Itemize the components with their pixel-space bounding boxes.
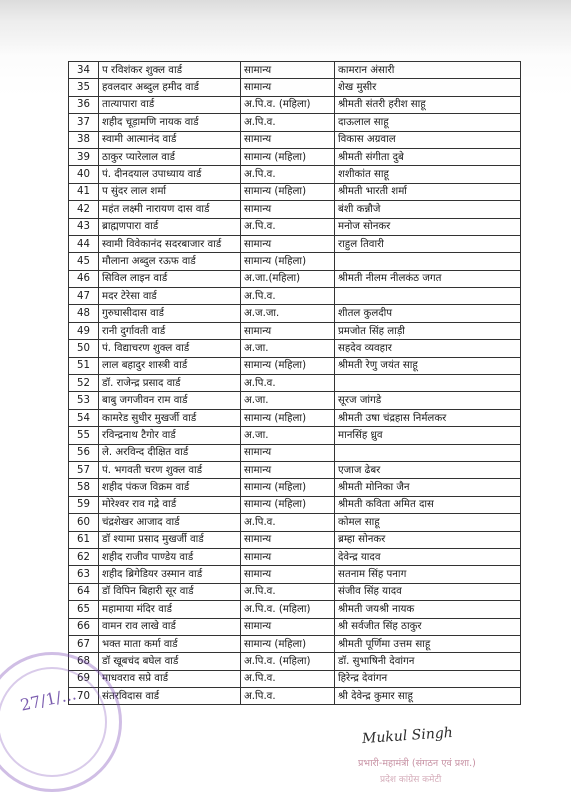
candidate-name: श्रीमती उषा चंद्रहास निर्मलकर xyxy=(335,409,521,426)
ward-number: 63 xyxy=(69,566,99,583)
candidate-name: शीतल कुलदीप xyxy=(335,305,521,322)
ward-name: डॉ. राजेन्द्र प्रसाद वार्ड xyxy=(99,375,241,392)
candidate-name: श्रीमती पूर्णिमा उत्तम साहू xyxy=(335,635,521,652)
candidate-name: श्रीमती मोनिका जैन xyxy=(335,479,521,496)
ward-name: भक्त माता कर्मा वार्ड xyxy=(99,635,241,652)
ward-name: शहीद चूड़ामणि नायक वार्ड xyxy=(99,114,241,131)
table-row xyxy=(69,96,521,113)
ward-name: संतरविदास वार्ड xyxy=(99,688,241,705)
ward-number: 38 xyxy=(69,131,99,148)
ward-name: सिविल लाइन वार्ड xyxy=(99,270,241,287)
candidate-name: दाऊलाल साहू xyxy=(335,114,521,131)
office-stamp-inner-ring xyxy=(0,667,107,777)
table-row xyxy=(69,253,521,270)
candidate-name xyxy=(335,444,521,461)
candidate-name: सतनाम सिंह पनाग xyxy=(335,566,521,583)
reservation-category: सामान्य xyxy=(241,322,335,339)
ward-table-body xyxy=(69,62,521,705)
table-row xyxy=(69,514,521,531)
ward-name: शहीद ब्रिगेडियर उस्मान वार्ड xyxy=(99,566,241,583)
reservation-category: सामान्य xyxy=(241,201,335,218)
table-row xyxy=(69,566,521,583)
ward-name: स्वामी विवेकानंद सदरबाजार वार्ड xyxy=(99,235,241,252)
ward-number: 51 xyxy=(69,357,99,374)
reservation-category: सामान्य (महिला) xyxy=(241,409,335,426)
ward-name: पं. दीनदयाल उपाध्याय वार्ड xyxy=(99,166,241,183)
table-row xyxy=(69,653,521,670)
ward-name: कामरेड सुधीर मुखर्जी वार्ड xyxy=(99,409,241,426)
table-row xyxy=(69,548,521,565)
ward-number: 68 xyxy=(69,653,99,670)
ward-number: 69 xyxy=(69,670,99,687)
reservation-category: सामान्य (महिला) xyxy=(241,496,335,513)
ward-name: वामन राव लाखे वार्ड xyxy=(99,618,241,635)
table-row xyxy=(69,427,521,444)
reservation-category: सामान्य xyxy=(241,618,335,635)
candidate-name: मनोज सोनकर xyxy=(335,218,521,235)
candidate-name xyxy=(335,253,521,270)
table-row xyxy=(69,305,521,322)
reservation-category: अ.जा. xyxy=(241,340,335,357)
candidate-name: मानसिंह ध्रुव xyxy=(335,427,521,444)
ward-number: 67 xyxy=(69,635,99,652)
reservation-category: अ.पि.व. xyxy=(241,114,335,131)
table-row xyxy=(69,166,521,183)
ward-name: शहीद पंकज विक्रम वार्ड xyxy=(99,479,241,496)
ward-name: शहीद राजीव पाण्डेय वार्ड xyxy=(99,548,241,565)
reservation-category: अ.पि.व. xyxy=(241,514,335,531)
reservation-category: सामान्य (महिला) xyxy=(241,183,335,200)
ward-table xyxy=(68,61,521,705)
page-shadow xyxy=(0,0,571,55)
ward-name: मदर टेरेसा वार्ड xyxy=(99,288,241,305)
reservation-category: सामान्य xyxy=(241,548,335,565)
candidate-name: श्री सर्वजीत सिंह ठाकुर xyxy=(335,618,521,635)
table-row xyxy=(69,618,521,635)
candidate-name: श्रीमती कविता अमित दास xyxy=(335,496,521,513)
table-row xyxy=(69,670,521,687)
table-row xyxy=(69,444,521,461)
candidate-name: शेख मुसीर xyxy=(335,79,521,96)
ward-number: 35 xyxy=(69,79,99,96)
table-row xyxy=(69,183,521,200)
table-row xyxy=(69,340,521,357)
reservation-category: अ.पि.व. xyxy=(241,583,335,600)
table-row xyxy=(69,479,521,496)
ward-name: ले. अरविन्द दीक्षित वार्ड xyxy=(99,444,241,461)
table-row xyxy=(69,270,521,287)
table-row xyxy=(69,62,521,79)
ward-name: प सुंदर लाल शर्मा xyxy=(99,183,241,200)
ward-number: 46 xyxy=(69,270,99,287)
ward-number: 58 xyxy=(69,479,99,496)
ward-name: लाल बहादुर शास्त्री वार्ड xyxy=(99,357,241,374)
ward-name: डॉ विपिन बिहारी सूर वार्ड xyxy=(99,583,241,600)
reservation-category: अ.पि.व. (महिला) xyxy=(241,601,335,618)
ward-name: महामाया मंदिर वार्ड xyxy=(99,601,241,618)
seal-organization: प्रदेश कांग्रेस कमेटी xyxy=(380,775,442,785)
candidate-name: हिरेन्द्र देवांगन xyxy=(335,670,521,687)
candidate-name: कोमल साहू xyxy=(335,514,521,531)
ward-number: 36 xyxy=(69,96,99,113)
table-row xyxy=(69,114,521,131)
reservation-category: अ.पि.व. xyxy=(241,288,335,305)
signature: Mukul Singh xyxy=(361,724,454,748)
ward-name: डॉ श्यामा प्रसाद मुखर्जी वार्ड xyxy=(99,531,241,548)
reservation-category: अ.पि.व. xyxy=(241,166,335,183)
ward-number: 61 xyxy=(69,531,99,548)
candidate-name: डॉ. सुभाषिनी देवांगन xyxy=(335,653,521,670)
ward-number: 56 xyxy=(69,444,99,461)
table-row xyxy=(69,583,521,600)
ward-number: 47 xyxy=(69,288,99,305)
candidate-name: ब्रम्हा सोनकर xyxy=(335,531,521,548)
reservation-category: सामान्य (महिला) xyxy=(241,148,335,165)
ward-number: 70 xyxy=(69,688,99,705)
table-row xyxy=(69,218,521,235)
seal-designation: प्रभारी-महामंत्री (संगठन एवं प्रशा.) xyxy=(358,758,476,769)
ward-number: 39 xyxy=(69,148,99,165)
table-row xyxy=(69,688,521,705)
reservation-category: सामान्य xyxy=(241,62,335,79)
ward-number: 40 xyxy=(69,166,99,183)
candidate-name: श्रीमती जयश्री नायक xyxy=(335,601,521,618)
candidate-name: श्रीमती नीलम नीलकंठ जगत xyxy=(335,270,521,287)
ward-number: 57 xyxy=(69,461,99,478)
reservation-category: अ.पि.व. xyxy=(241,688,335,705)
candidate-name xyxy=(335,288,521,305)
table-row xyxy=(69,235,521,252)
candidate-name: सूरज जांगडे xyxy=(335,392,521,409)
candidate-name: राहुल तिवारी xyxy=(335,235,521,252)
ward-number: 45 xyxy=(69,253,99,270)
candidate-name xyxy=(335,375,521,392)
ward-name: स्वामी आत्मानंद वार्ड xyxy=(99,131,241,148)
reservation-category: अ.पि.व. (महिला) xyxy=(241,96,335,113)
ward-number: 54 xyxy=(69,409,99,426)
table-row xyxy=(69,322,521,339)
reservation-category: सामान्य xyxy=(241,79,335,96)
candidate-name: संजीव सिंह यादव xyxy=(335,583,521,600)
table-row xyxy=(69,392,521,409)
reservation-category: सामान्य xyxy=(241,444,335,461)
candidate-name: बंशी कन्नौजे xyxy=(335,201,521,218)
ward-name: गुरुघासीदास वार्ड xyxy=(99,305,241,322)
table-row xyxy=(69,601,521,618)
ward-number: 52 xyxy=(69,375,99,392)
ward-name: चंद्रशेखर आजाद वार्ड xyxy=(99,514,241,531)
table-row xyxy=(69,496,521,513)
ward-number: 65 xyxy=(69,601,99,618)
ward-number: 37 xyxy=(69,114,99,131)
ward-name: बाबु जगजीवन राम वार्ड xyxy=(99,392,241,409)
ward-name: ब्राह्मणपारा वार्ड xyxy=(99,218,241,235)
ward-name: रविन्द्रनाथ टैगोर वार्ड xyxy=(99,427,241,444)
ward-name: हवलदार अब्दुल हमीद वार्ड xyxy=(99,79,241,96)
ward-number: 66 xyxy=(69,618,99,635)
ward-name: पं. भगवती चरण शुक्ल वार्ड xyxy=(99,461,241,478)
candidate-name: एजाज ढेबर xyxy=(335,461,521,478)
ward-number: 34 xyxy=(69,62,99,79)
reservation-category: अ.पि.व. xyxy=(241,375,335,392)
reservation-category: सामान्य xyxy=(241,461,335,478)
reservation-category: सामान्य xyxy=(241,131,335,148)
candidate-name: श्रीमती संतरी हरीश साहू xyxy=(335,96,521,113)
stamp-date: 27/1/... xyxy=(18,684,78,715)
table-row xyxy=(69,288,521,305)
ward-name: ठाकुर प्यारेलाल वार्ड xyxy=(99,148,241,165)
reservation-category: सामान्य (महिला) xyxy=(241,479,335,496)
candidate-name: प्रमजोत सिंह लाड़ी xyxy=(335,322,521,339)
reservation-category: सामान्य xyxy=(241,531,335,548)
ward-name: रानी दुर्गावती वार्ड xyxy=(99,322,241,339)
reservation-category: सामान्य (महिला) xyxy=(241,635,335,652)
reservation-category: सामान्य xyxy=(241,235,335,252)
reservation-category: अ.पि.व. xyxy=(241,218,335,235)
reservation-category: अ.जा.(महिला) xyxy=(241,270,335,287)
ward-name: मोरेश्वर राव गद्रे वार्ड xyxy=(99,496,241,513)
ward-number: 41 xyxy=(69,183,99,200)
ward-number: 44 xyxy=(69,235,99,252)
table-row xyxy=(69,635,521,652)
reservation-category: सामान्य (महिला) xyxy=(241,357,335,374)
reservation-category: सामान्य xyxy=(241,566,335,583)
table-row xyxy=(69,461,521,478)
ward-name: मौलाना अब्दुल रऊफ वार्ड xyxy=(99,253,241,270)
candidate-name: शशीकांत साहू xyxy=(335,166,521,183)
ward-number: 64 xyxy=(69,583,99,600)
table-row xyxy=(69,148,521,165)
ward-number: 62 xyxy=(69,548,99,565)
candidate-name: श्रीमती रेणु जयंत साहू xyxy=(335,357,521,374)
ward-number: 59 xyxy=(69,496,99,513)
candidate-name: श्रीमती भारती शर्मा xyxy=(335,183,521,200)
table-row xyxy=(69,79,521,96)
table-row xyxy=(69,201,521,218)
ward-name: पं. विद्याचरण शुक्ल वार्ड xyxy=(99,340,241,357)
table-row xyxy=(69,531,521,548)
reservation-category: अ.ज.जा. xyxy=(241,305,335,322)
table-row xyxy=(69,357,521,374)
candidate-name: श्रीमती संगीता दुबे xyxy=(335,148,521,165)
ward-name: प रविशंकर शुक्ल वार्ड xyxy=(99,62,241,79)
ward-name: डॉ खूबचंद बघेल वार्ड xyxy=(99,653,241,670)
ward-number: 50 xyxy=(69,340,99,357)
ward-number: 53 xyxy=(69,392,99,409)
ward-name: तात्यापारा वार्ड xyxy=(99,96,241,113)
table-row xyxy=(69,409,521,426)
ward-number: 43 xyxy=(69,218,99,235)
table-row xyxy=(69,375,521,392)
table-row xyxy=(69,131,521,148)
candidate-name: कामरान अंसारी xyxy=(335,62,521,79)
ward-number: 42 xyxy=(69,201,99,218)
ward-number: 49 xyxy=(69,322,99,339)
candidate-name: सहदेव व्यवहार xyxy=(335,340,521,357)
ward-name: महंत लक्ष्मी नारायण दास वार्ड xyxy=(99,201,241,218)
candidate-name: श्री देवेन्द्र कुमार साहू xyxy=(335,688,521,705)
ward-name: माधवराव सप्रे वार्ड xyxy=(99,670,241,687)
ward-number: 60 xyxy=(69,514,99,531)
ward-number: 55 xyxy=(69,427,99,444)
reservation-category: अ.पि.व. xyxy=(241,670,335,687)
ward-number: 48 xyxy=(69,305,99,322)
reservation-category: सामान्य (महिला) xyxy=(241,253,335,270)
candidate-name: देवेन्द्र यादव xyxy=(335,548,521,565)
candidate-name: विकास अग्रवाल xyxy=(335,131,521,148)
reservation-category: अ.जा. xyxy=(241,427,335,444)
reservation-category: अ.जा. xyxy=(241,392,335,409)
reservation-category: अ.पि.व. (महिला) xyxy=(241,653,335,670)
